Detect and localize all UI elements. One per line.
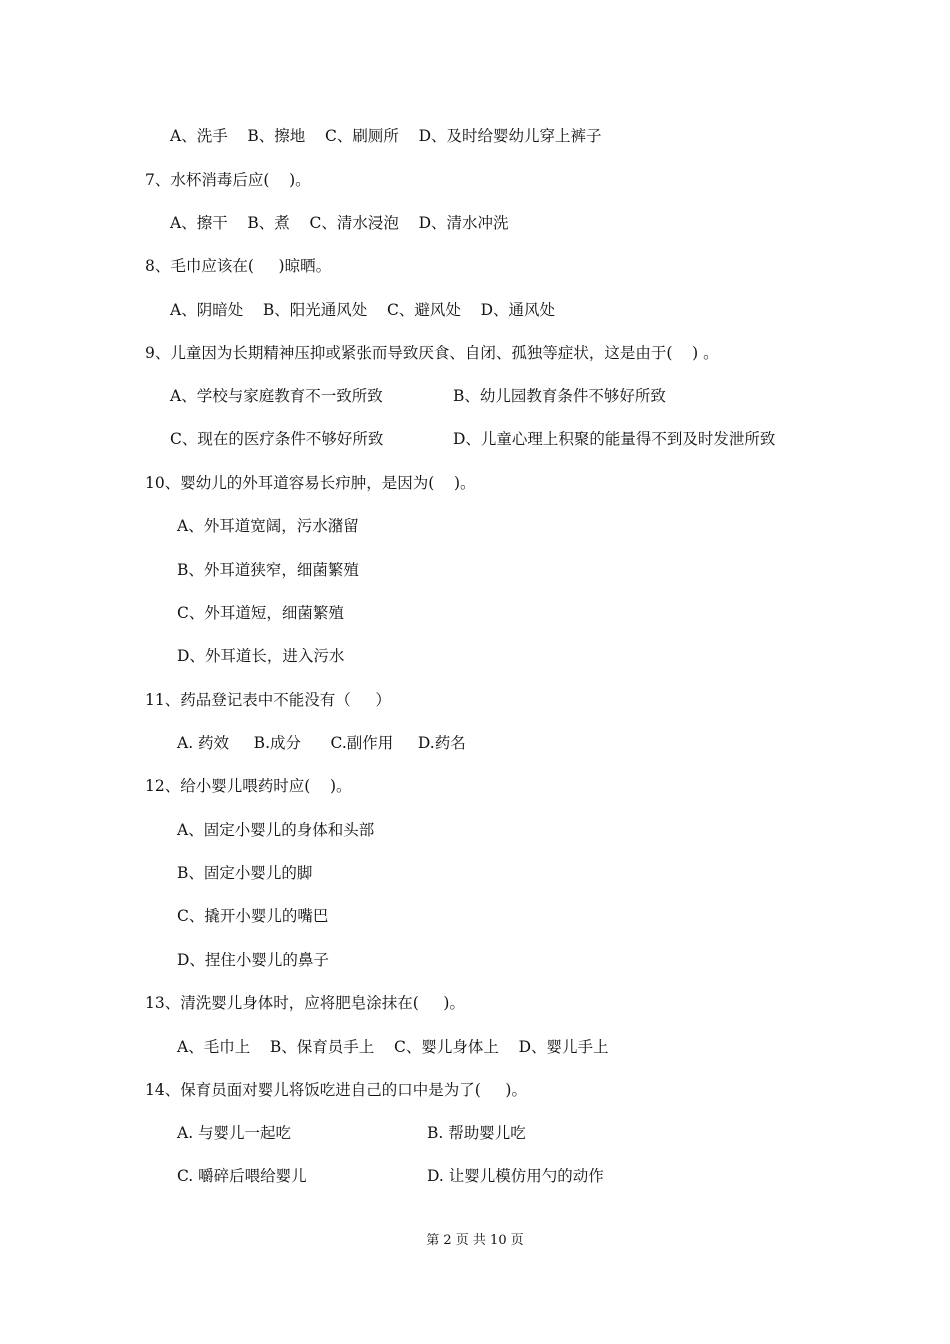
q14-option-d: D. 让婴儿模仿用勺的动作 (427, 1167, 604, 1185)
q14-option-b: B. 帮助婴儿吃 (427, 1124, 526, 1142)
q14-option-a: A. 与婴儿一起吃 (177, 1124, 292, 1142)
q9-option-c: C、现在的医疗条件不够好所致 (170, 430, 384, 448)
page-footer: 第 2 页 共 10 页 (426, 1233, 524, 1248)
q13-options: A、毛巾上 B、保育员手上 C、婴儿身体上 D、婴儿手上 (177, 1038, 609, 1056)
q12-question: 12、给小婴儿喂药时应( )。 (145, 777, 352, 795)
q10-option-b: B、外耳道狭窄，细菌繁殖 (177, 561, 359, 579)
q12-option-b: B、固定小婴儿的脚 (177, 864, 313, 882)
q8-options: A、阴暗处 B、阳光通风处 C、避风处 D、通风处 (170, 301, 555, 319)
q12-option-c: C、撬开小婴儿的嘴巴 (177, 907, 329, 925)
q12-option-d: D、捏住小婴儿的鼻子 (177, 951, 329, 969)
q10-option-a: A、外耳道宽阔，污水潴留 (177, 517, 359, 535)
q14-option-c: C. 嚼碎后喂给婴儿 (177, 1167, 307, 1185)
q9-option-b: B、幼儿园教育条件不够好所致 (453, 387, 666, 405)
q10-question: 10、婴幼儿的外耳道容易长疖肿，是因为( )。 (145, 474, 476, 492)
q7-question: 7、水杯消毒后应( )。 (145, 171, 311, 189)
q10-option-d: D、外耳道长，进入污水 (177, 647, 345, 665)
q14-question: 14、保育员面对婴儿将饭吃进自己的口中是为了( )。 (145, 1081, 527, 1099)
q10-option-c: C、外耳道短，细菌繁殖 (177, 604, 344, 622)
q6-options: A、洗手 B、擦地 C、刷厕所 D、及时给婴幼儿穿上裤子 (170, 127, 602, 145)
q9-question: 9、儿童因为长期精神压抑或紧张而导致厌食、自闭、孤独等症状，这是由于( ) 。 (145, 344, 719, 362)
q9-option-a: A、学校与家庭教育不一致所致 (170, 387, 383, 405)
q11-question: 11、药品登记表中不能没有（ ） (145, 691, 391, 709)
q13-question: 13、清洗婴儿身体时，应将肥皂涂抹在( )。 (145, 994, 465, 1012)
q8-question: 8、毛巾应该在( )晾晒。 (145, 257, 332, 275)
q7-options: A、擦干 B、煮 C、清水浸泡 D、清水冲洗 (170, 214, 509, 232)
q9-option-d: D、儿童心理上积聚的能量得不到及时发泄所致 (453, 430, 776, 448)
q11-options: A. 药效 B.成分 C.副作用 D.药名 (177, 734, 466, 752)
q12-option-a: A、固定小婴儿的身体和头部 (177, 821, 375, 839)
